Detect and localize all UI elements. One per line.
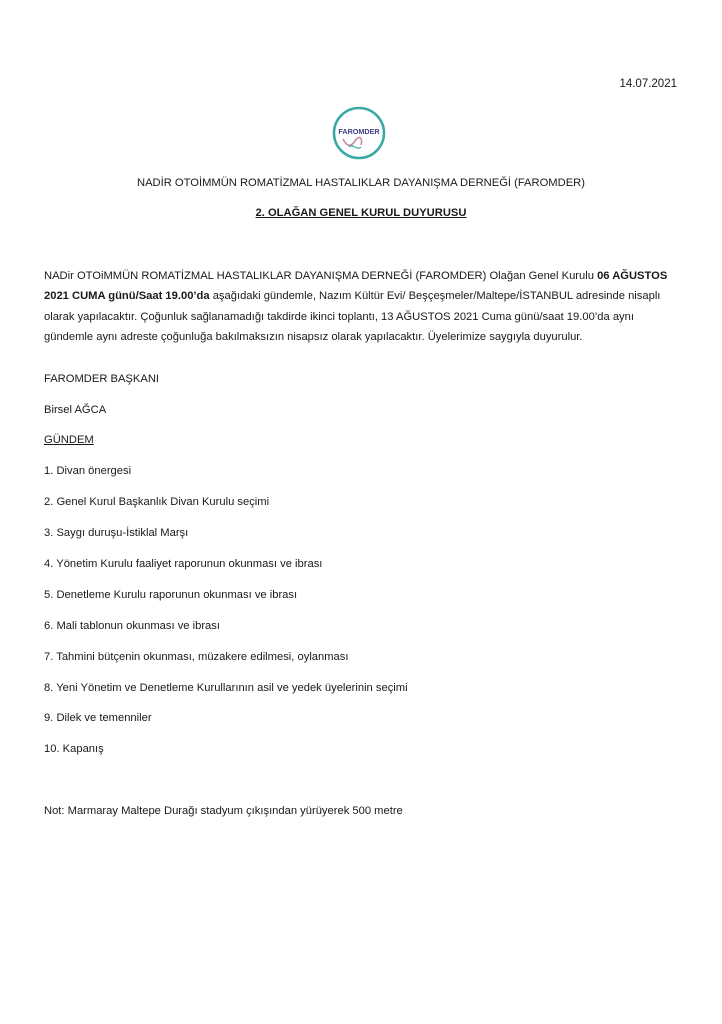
announcement-title: 2. OLAĞAN GENEL KURUL DUYURUSU [255, 207, 467, 219]
paragraph-date-bold: 06 AĞUSTOS 2021 CUMA günü/Saat 19.00’da [44, 270, 668, 303]
agenda-item: 3. Saygı duruşu-İstiklal Marşı [44, 527, 189, 539]
signature-role: FAROMDER BAŞKANI [44, 373, 160, 385]
document-date: 14.07.2021 [619, 78, 677, 90]
agenda-item: 1. Divan önergesi [44, 465, 132, 477]
logo-strand [349, 146, 361, 148]
paragraph-part-2: aşağıdaki gündemle, Nazım Kültür Evi/ Beşçeşmeler/Maltepe/İSTANBUL adresinde nisaplı olarak yapılacaktır. Çoğunluk sağlanamadığı takdirde ikinci toplantı, 13 AĞUSTOS 2021 Cuma günü/saat 19.00’da aynı gündemle aynı adreste çoğunluğa bakılmaksızın nisapsız olarak yapılacaktır. Üyelerimize saygıyla duyurulur. [44, 290, 661, 343]
agenda-item: 8. Yeni Yönetim ve Denetleme Kurullarının asil ve yedek üyelerinin seçimi [44, 682, 408, 694]
agenda-item: 5. Denetleme Kurulu raporunun okunması ve ibrası [44, 589, 298, 601]
logo-accent [343, 138, 362, 146]
agenda-item: 4. Yönetim Kurulu faaliyet raporunun okunması ve ibrası [44, 558, 323, 570]
agenda-heading: GÜNDEM [44, 434, 94, 446]
agenda-item: 2. Genel Kurul Başkanlık Divan Kurulu seçimi [44, 496, 270, 508]
organization-title: NADİR OTOİMMÜN ROMATİZMAL HASTALIKLAR DAYANIŞMA DERNEĞİ (FAROMDER) [137, 177, 585, 189]
agenda-item: 9. Dilek ve temenniler [44, 712, 152, 724]
faromder-logo [329, 103, 389, 163]
location-note: Not: Marmaray Maltepe Durağı stadyum çıkışından yürüyerek 500 metre [44, 805, 403, 817]
agenda-item: 7. Tahmini bütçenin okunması, müzakere edilmesi, oylanması [44, 651, 349, 663]
agenda-item: 10. Kapanış [44, 743, 104, 755]
agenda-item: 6. Mali tablonun okunması ve ibrası [44, 620, 220, 632]
signature-name: Birsel AĞCA [44, 404, 107, 416]
announcement-paragraph [44, 266, 684, 347]
paragraph-part-1: NADir OTOiMMÜN ROMATİZMAL HASTALIKLAR DAYANIŞMA DERNEĞİ (FAROMDER) Olağan Genel Kurulu [44, 270, 598, 282]
logo-text: FAROMDER [338, 127, 380, 136]
